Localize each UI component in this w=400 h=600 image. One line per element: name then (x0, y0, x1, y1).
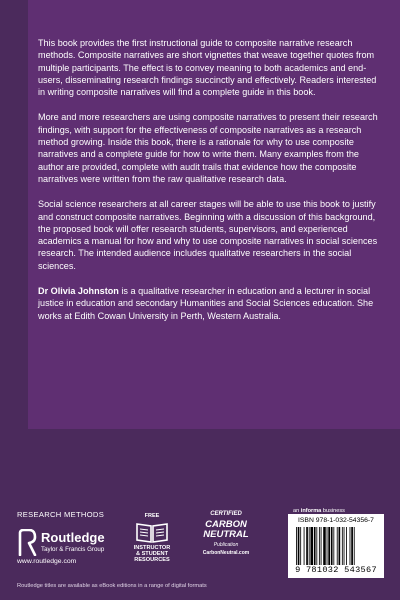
barcode-bars (296, 527, 380, 565)
barcode-number: 9 781032 543567 (295, 565, 377, 575)
instructor-resources-badge (127, 513, 177, 569)
isbn-text: ISBN 978-1-032-54356-7 (298, 517, 374, 524)
routledge-logo (17, 527, 117, 567)
informa-suffix: business (321, 508, 345, 514)
author-bio-text: is a qualitative researcher in education and a lecturer in social justice in education and secondary Humanities and Social Sciences education. She works at Edith Cowan University in Perth, Western Australia. (38, 286, 374, 321)
blurb-paragraph-1: This book provides the first instructional guide to composite narrative research methods. Composite narratives are short vignettes that weave together quotes from multiple participants. The effect is to convey meaning to both academics and end-users, disseminating research findings succinctly and effectively. Readers interested in writing composite narratives will find a complete guide in this book. (38, 38, 377, 98)
publisher-url: www.routledge.com (17, 558, 77, 565)
publication-label: Publication (213, 542, 239, 548)
instructor-line-1: INSTRUCTOR (133, 545, 171, 551)
open-book-icon (136, 521, 168, 543)
blurb (38, 37, 383, 335)
informa-prefix: an (293, 508, 301, 514)
carbon-neutral-url: CarbonNeutral.com (202, 550, 250, 556)
blurb-paragraph-2: More and more researchers are using composite narratives to present their research findings, with support for the effectiveness of composite narratives as a research method growing. Inside this book, there is a rationale for why to use composite narratives and a complete guide for how to write them. Many examples from the author are provided, complete with audit trails that evidence how the composite narratives were written from the raw qualitative research data. (38, 112, 378, 184)
certified-label: CERTIFIED (210, 511, 242, 517)
carbon-neutral-badge (196, 511, 256, 569)
instructor-line-2: & STUDENT (135, 551, 168, 558)
instructor-resources-text (127, 545, 177, 564)
free-label: FREE (144, 513, 160, 519)
blurb-paragraph-3: Social science researchers at all career stages will be able to use this book to justify and construct composite narratives. Beginning with a discussion of this background, the proposed book will offer research students, supervisors, and experienced academics a manual for how and why to use composite narratives in social sciences research. The intended audience includes qualitative researchers in the social sciences. (38, 199, 378, 271)
neutral-word: NEUTRAL (203, 528, 249, 540)
publisher-subtitle: Taylor & Francis Group (41, 546, 105, 553)
series-label: RESEARCH METHODS (17, 510, 105, 519)
publisher-name: Routledge (41, 530, 105, 545)
carbon-word: CARBON (205, 519, 247, 530)
isbn-barcode (288, 514, 384, 578)
informa-brand: informa (300, 508, 322, 514)
instructor-line-3: RESOURCES (134, 557, 170, 564)
author-name: Dr Olivia Johnston (38, 286, 119, 297)
ebook-note: Routledge titles are available as eBook editions in a range of digital formats (17, 583, 207, 589)
carbon-neutral-wordmark (196, 520, 256, 539)
routledge-r-icon (17, 529, 37, 556)
author-bio (38, 285, 383, 322)
